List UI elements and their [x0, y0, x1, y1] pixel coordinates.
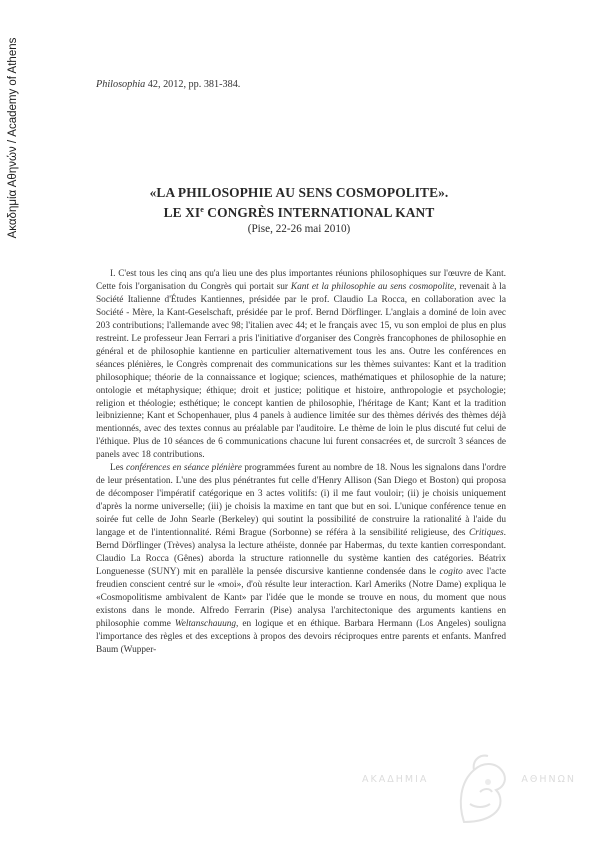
journal-citation-details: 42, 2012, pp. 381-384. [145, 79, 241, 90]
p2-italic-h: Weltanschauung [174, 618, 237, 629]
paragraph-1 [96, 268, 506, 462]
p2-text-c: programmées furent au nombre de 18. Nous les signalons dans l'ordre de leur présentation. L'une des plus pénétrantes fut celle d'Henry Allison (San Diego et Boston) qui proposa de décomposer l'impératif catégorique en 3 actes volitifs: (i) il me faut vouloir; (ii) je choisis uniquement d'après la norme universelle; (iii) je choisis la maxime en tant que but en soi. L'unique conférence tenue en soirée fut celle de John Searle (Berkeley) qui soutint la possibilité de construire la rationalité à l'aide du langage et de l'intentionnalité. Rémi Brague (Sorbonne) se référa à la sensibilité religieuse, des [96, 463, 506, 539]
athena-seal-icon [450, 752, 514, 828]
p2-text-a: Les [110, 463, 126, 474]
archive-side-label [6, 36, 20, 240]
journal-name: Philosophia [96, 79, 146, 90]
paragraph-2 [96, 462, 506, 656]
p2-text-g: avec l'acte freudien conscient centré sur le «moi», d'où résulte leur interaction. Karl Ameriks (Notre Dame) expliqua le «Cosmopolitisme ambivalent de Kant» par l'idée que le monde se trouve en nous, du moment que nous existons dans le monde. Alfredo Ferrarin (Pise) analysa l'architectonique des arguments kantiens en philosophie comme [96, 566, 507, 629]
academy-watermark [362, 752, 576, 832]
p2-italic-f: cogito [439, 566, 463, 577]
article-body [96, 268, 506, 657]
p1-text-a: I. C'est tous les cinq ans qu'a lieu une des plus importantes réunions philosophiques sur l'œuvre de Kant. Cette fois l'organisation du Congrès qui portait sur [96, 269, 506, 292]
article-title-line-1: «LA PHILOSOPHIE AU SENS COSMOPOLITE». [149, 185, 449, 200]
title-superscript: e [200, 205, 204, 214]
archive-side-label-text: Ακαδημία Αθηνών / Academy of Athens [7, 37, 19, 239]
p2-text-i: , en logique et en éthique. Barbara Hermann (Los Angeles) souligna l'importance des règles et des exceptions à propos des devoirs réciproques entre parents et enfants. Manfred Baum (Wupper- [96, 618, 506, 655]
watermark-text-left: ΑΚΑΔΗΜΙΑ [362, 774, 429, 785]
p1-text-c: , revenait à la Société Italienne d'Études Kantiennes, présidée par le prof. Claudio La Rocca, en collaboration avec la Société - Mère, la Kant-Geselschaft, présidée par le prof. Bernd Dörflinger. L'anglais a dominé de loin avec 203 contributions; l'allemande avec 98; l'italien avec 44; et le français avec 15, vu son emploi de plus en plus restreint. Le professeur Jean Ferrari a pris l'initiative d'organiser des Congrès francophones de philosophie en général et de philosophie kantienne en particulier alternativement tous les ans. Outre les conférences en séances plénières, le Congrès comprenait des communications sur les thèmes suivantes: Kant et la tradition philosophique; théorie de la connaissance et logique; sciences, mathématiques et philosophie de la nature; ontologie et métaphysique; éthique; droit et justice; politique et histoire, anthropologie et psychologie; religion et théologie; esthétique; le concept kantien de philosophie, l'héritage de Kant; Kant et la tradition leibnizienne; Kant et Schopenhauer, plus 4 panels à audience limitée sur des thèmes dérivés des thèmes déjà mentionnés, avec des textes connus au préalable par l'auditoire. Le thème de loin le plus discuté fut celui de l'éthique. Plus de 10 séances de 6 communications chacune lui furent consacrées et, de surcroît 3 séances de panels avec 18 contributions. [96, 281, 506, 461]
watermark-text-right: ΑΘΗΝΩΝ [521, 774, 576, 785]
article-title-line-2 [60, 201, 538, 221]
p2-italic-d: Critiques [469, 528, 504, 539]
title-part-2: CONGRÈS INTERNATIONAL KANT [203, 205, 435, 220]
p2-text-e: . Bernd Dörflinger (Trèves) analysa la lecture athéiste, donnée par Habermas, du texte kantien correspondant. Claudio La Rocca (Gênes) aborda la structure rationnelle du système kantien des catégories. Béatrix Longuenesse (SUNY) mit en parallèle la pensée discursive kantienne condensée dans le [96, 528, 506, 577]
p1-italic-b: Kant et la philosophie au sens cosmopolite [290, 281, 455, 292]
p2-italic-b: conférences en séance plénière [125, 463, 242, 474]
article-title-block [60, 184, 538, 237]
title-part-1: LE XI [163, 205, 201, 220]
article-subtitle: (Pise, 22-26 mai 2010) [247, 223, 351, 235]
journal-citation [96, 79, 240, 90]
